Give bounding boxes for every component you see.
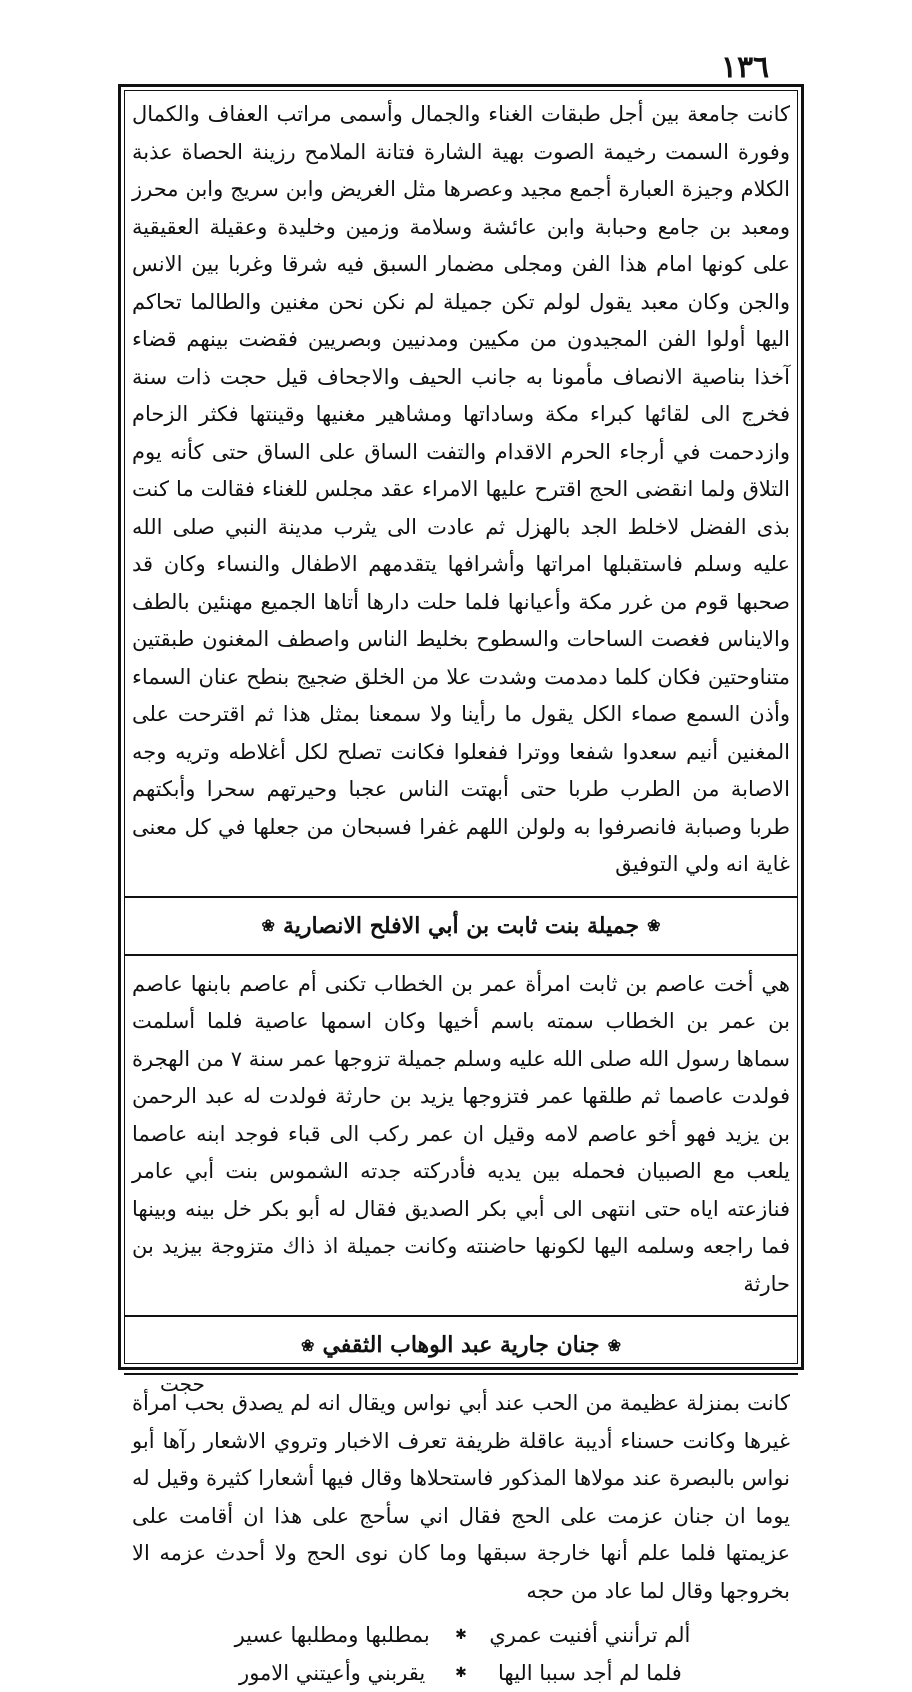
verse-line	[132, 1654, 790, 1692]
heading-jinan: جنان جارية عبد الوهاب الثقفي	[322, 1332, 600, 1358]
jamila-bint-thabit-paragraph: هي أخت عاصم بن ثابت امرأة عمر بن الخطاب تكنى أم عاصم بابنها عاصم بن عمر بن الخطاب سمته باسم أخيها وكان اسمها عاصية فلما أسلمت سماها رسول الله صلى الله عليه وسلم جميلة تزوجها عمر سنة ٧ من الهجرة فولدت عاصما ثم طلقها عمر فتزوجها يزيد بن حارثة فولدت له عبد الرحمن بن يزيد فهو أخو عاصم لامه وقيل ان عمر ركب الى قباء فوجد ابنه عاصما يلعب مع الصبيان فحمله بين يديه فأدركته جدته الشموس بنت أبي عامر فنازعته اياه حتى انتهى الى أبي بكر الصديق فقال له أبو بكر خل بينه وبينها فما راجعه وسلمه اليها لكونها حاضنته وكانت جميلة اذ ذاك متزوجة بيزيد بن حارثة	[132, 971, 790, 1296]
heading-ornament-left-icon: ❀	[261, 916, 275, 935]
verse-separator-icon: ✱	[455, 1627, 467, 1643]
section-heading-jinan	[124, 1315, 798, 1375]
section-heading-jamila-bint-thabit	[124, 896, 798, 956]
jinan-paragraph: كانت بمنزلة عظيمة من الحب عند أبي نواس ويقال انه لم يصدق بحب امرأة غيرها وكانت حسناء أديبة عاقلة ظريفة تعرف الاخبار وتروي الاشعار رآها أبو نواس بالبصرة عند مولاها المذكور فاستحلاها وقال فيها أشعارا كثيرة وقيل له يوما ان جنان عزمت على الحج فقال اني سأحج على هذا ان أقامت على عزيمتها فلما علم أنها خارجة سبقها وما كان نوى الحج ولا أحدث عزمه الا بخروجها وقال لما عاد من حجه	[132, 1391, 790, 1603]
page-content	[132, 96, 790, 1685]
verse-line	[132, 1616, 790, 1654]
poem-verses	[132, 1616, 790, 1692]
heading-ornament-right-icon: ❀	[607, 1335, 621, 1355]
catchword: حجت	[160, 1372, 205, 1396]
verse-first-hemistich: ألم ترأنني أفنيت عمري	[489, 1623, 691, 1647]
verse-second-hemistich: بمطلبها ومطلبها عسير	[234, 1623, 430, 1647]
verse-second-hemistich: يقربني وأعيتني الامور	[239, 1661, 426, 1685]
heading-ornament-right-icon: ❀	[647, 916, 661, 935]
heading-ornament-left-icon: ❀	[301, 1335, 315, 1355]
page-number: ١٣٦	[720, 50, 770, 85]
verse-separator-icon: ✱	[455, 1665, 467, 1681]
verse-first-hemistich: فلما لم أجد سببا اليها	[497, 1661, 682, 1685]
heading-jamila-bint-thabit: جميلة بنت ثابت بن أبي الافلح الانصارية	[282, 912, 640, 939]
jamila-biography-paragraph: كانت جامعة بين أجل طبقات الغناء والجمال وأسمى مراتب العفاف والكمال وفورة السمت رخيمة الصوت بهية الشارة فتانة الملامح رزينة الحصاة عذبة الكلام وجيزة العبارة أجمع مجيد وعصرها مثل الغريض وابن سريج وابن محرز ومعبد بن جامع وحبابة وابن عائشة وسلامة وزمين وخليدة وعقيلة العقيقية على كونها امام هذا الفن ومجلى مضمار السبق فيه شرقا وغربا بين الانس والجن وكان معبد يقول لولم تكن جميلة لم نكن نحن مغنين والطالما تحاكم اليها أولوا الفن المجيدون من مكيين ومدنيين وبصريين فقضت بينهم قضاء آخذا بناصية الانصاف مأمونا به جانب الحيف والاجحاف قيل حجت ذات سنة فخرج الى لقائها كبراء مكة وساداتها ومشاهير مغنيها وقينتها فكثر الزحام وازدحمت في أرجاء الحرم الاقدام والتفت الساق على الساق حتى كأنه يوم التلاق ولما انقضى الحج اقترح عليها الامراء عقد مجلس للغناء فقالت ما كنت بذى الفضل لاخلط الجد بالهزل ثم عادت الى يثرب مدينة النبي صلى الله عليه وسلم فاستقبلها امراتها وأشرافها يتقدمهم الاطفال والنساء وكان قد صحبها قوم من غرر مكة وأعيانها فلما حلت دارها أتاها الجميع مهنئين بالطف والايناس فغصت الساحات والسطوح بخليط الناس واصطف المغنون طبقتين متناوحتين فكان كلما دمدمت وشدت علا من الخلق ضجيج بنطح عنان السماء وأذن السمع صماء الكل يقول ما رأينا ولا سمعنا بمثل هذا ثم اقترحت على المغنين أنيم سعدوا شفعا ووترا ففعلوا فكانت تصلح لكل أغلاطه وتريه وجه الاصابة من الطرب طربا حتى أبهتت الناس عجبا وحيرتهم سحرا وأبكتهم طربا وصبابة فانصرفوا به ولولن اللهم غفرا فسبحان من جعلها في كل معنى غاية انه ولي التوفيق	[132, 102, 790, 876]
